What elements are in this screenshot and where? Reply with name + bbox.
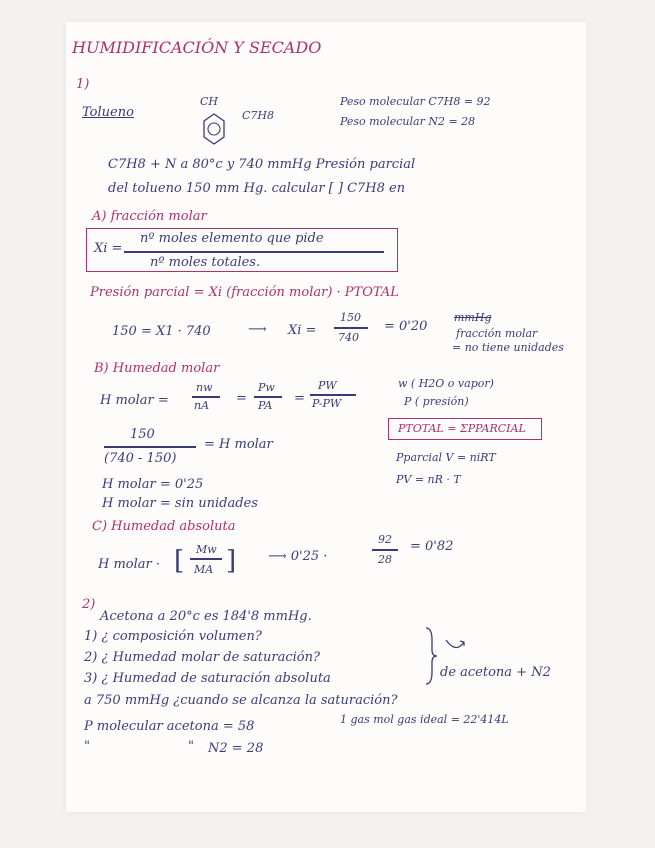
hmolar-label: H molar = xyxy=(100,393,169,408)
frac-740: 740 xyxy=(338,331,359,344)
hmolar-c: H molar · xyxy=(98,557,161,572)
part-b-label: B) Humedad molar xyxy=(94,361,220,376)
result-c: = 0'82 xyxy=(410,539,454,554)
partial-pressure-formula: Presión parcial = Xi (fracción molar) · PTOTAL xyxy=(90,285,399,300)
nw-num: nw xyxy=(196,381,213,394)
p2-line-4: 3) ¿ Humedad de saturación absoluta xyxy=(84,671,331,686)
problem-1-number: 1) xyxy=(76,77,90,92)
mw-ma-line xyxy=(190,558,222,560)
calc-c: ⟶ 0'25 · xyxy=(268,549,328,564)
result-020: = 0'20 xyxy=(384,319,428,334)
peso-c7h8: Peso molecular C7H8 = 92 xyxy=(340,95,491,108)
pw2-num: PW xyxy=(318,379,337,392)
calc-150-740: 150 = X1 · 740 xyxy=(112,324,211,339)
bracket-close: ] xyxy=(226,546,237,576)
eq-1: = xyxy=(236,391,247,406)
eq-2: = xyxy=(294,391,305,406)
ditto-2: " xyxy=(188,739,194,754)
pparcial-eq: Pparcial V = niRT xyxy=(396,451,496,464)
den-740-150: (740 - 150) xyxy=(104,451,177,466)
fraccion-molar-note: fracción molar xyxy=(456,327,538,340)
brace-icon xyxy=(424,626,438,686)
pw-ppw-line xyxy=(310,394,356,396)
ditto-1: " xyxy=(84,739,90,754)
xi-symbol: Xi = xyxy=(94,241,123,256)
xi-fraction-line xyxy=(124,251,384,253)
nw-na-line xyxy=(192,396,220,398)
ppw-den: P-PW xyxy=(312,397,342,410)
hmolar-025: H molar = 0'25 xyxy=(102,477,204,492)
p2-line-6b: 1 gas mol gas ideal = 22'414L xyxy=(340,713,509,726)
ptotal-sum: PTOTAL = ΣPPARCIAL xyxy=(398,422,526,435)
p-note: P ( presión) xyxy=(404,395,469,408)
tolueno-label: Tolueno xyxy=(82,105,134,120)
pv-eq: PV = nR · T xyxy=(396,473,461,486)
xi-numerator: nº moles elemento que pide xyxy=(140,231,324,246)
benzene-ring-icon xyxy=(202,112,226,146)
arrow-icon: ⟶ xyxy=(248,322,267,337)
hmolar-frac-line xyxy=(104,446,196,448)
ch-label: CH xyxy=(200,95,219,108)
num-92: 92 xyxy=(378,533,392,546)
problem-2-number: 2) xyxy=(82,597,96,612)
statement-line-2: del tolueno 150 mm Hg. calcular [ ] C7H8 en xyxy=(108,181,406,196)
ma-den: MA xyxy=(194,563,214,576)
num-150-b: 150 xyxy=(130,427,155,442)
p2-line-3: 2) ¿ Humedad molar de saturación? xyxy=(84,650,320,665)
part-a-label: A) fracción molar xyxy=(92,209,207,224)
mw-num: Mw xyxy=(196,543,217,556)
eq-hmolar: = H molar xyxy=(204,437,273,452)
xi-eq-label: Xi = xyxy=(288,323,317,338)
w-note: w ( H2O o vapor) xyxy=(398,377,494,390)
p2-line-6a: P molecular acetona = 58 xyxy=(84,719,255,734)
part-c-label: C) Humedad absoluta xyxy=(92,519,236,534)
pw-pa-line xyxy=(254,396,282,398)
p2-line-2: 1) ¿ composición volumen? xyxy=(84,629,262,644)
p2-line-7c: N2 = 28 xyxy=(208,741,264,756)
formula-c7h8: C7H8 xyxy=(242,109,275,122)
pw-num: Pw xyxy=(258,381,275,394)
page-title: HUMIDIFICACIÓN Y SECADO xyxy=(72,38,322,57)
p2-line-1: Acetona a 20°c es 184'8 mmHg. xyxy=(100,609,312,624)
frac-92-28-line xyxy=(372,549,398,551)
xi-denominator: nº moles totales. xyxy=(150,255,261,270)
no-units-note: = no tiene unidades xyxy=(452,341,564,354)
bracket-open: [ xyxy=(174,546,185,576)
pa-den: PA xyxy=(258,399,273,412)
num-28: 28 xyxy=(378,553,392,566)
strike-mmhg: mmHg xyxy=(454,311,492,324)
frac-150-740-line xyxy=(334,327,368,329)
frac-150: 150 xyxy=(340,311,361,324)
p2-line-5: a 750 mmHg ¿cuando se alcanza la saturación? xyxy=(84,693,398,708)
na-den: nA xyxy=(194,399,210,412)
hmolar-units: H molar = sin unidades xyxy=(102,496,258,511)
peso-n2: Peso molecular N2 = 28 xyxy=(340,115,476,128)
p2-line-4b: de acetona + N2 xyxy=(440,665,551,680)
curved-arrow-icon xyxy=(444,636,468,656)
statement-line-1: C7H8 + N a 80°c y 740 mmHg Presión parcial xyxy=(108,157,416,172)
